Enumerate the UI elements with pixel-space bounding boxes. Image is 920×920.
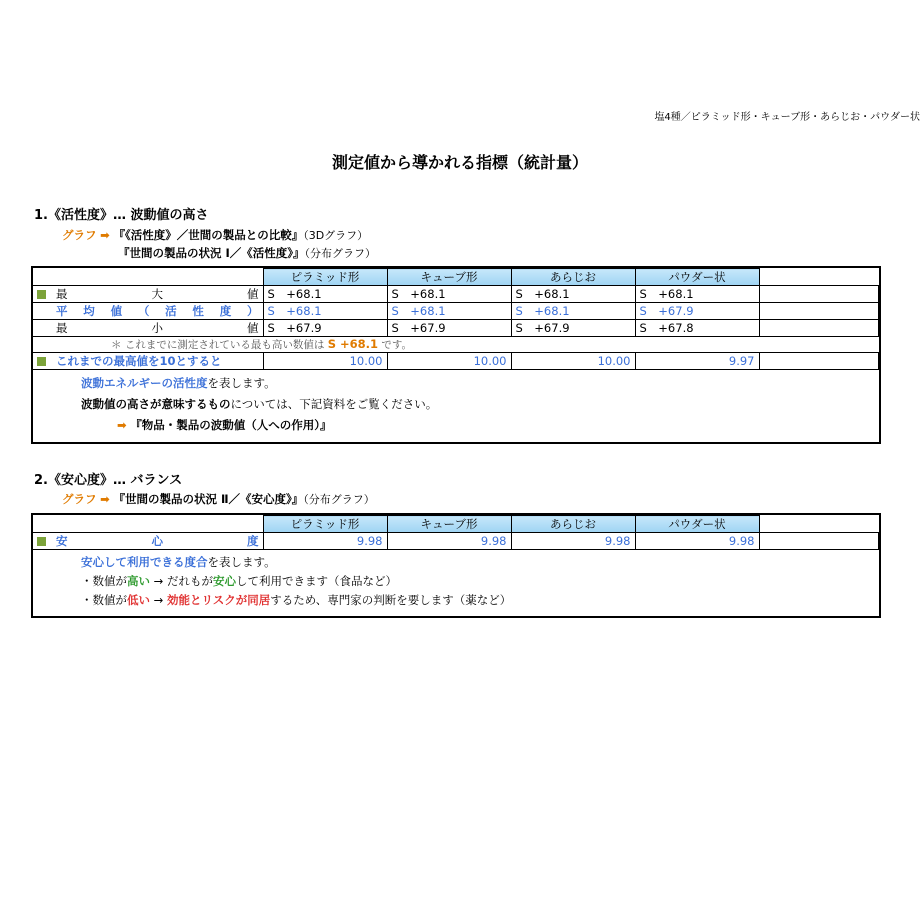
arrow-right-icon: ➡ (117, 418, 127, 432)
note-value: S +68.1 (327, 337, 378, 351)
reference-link[interactable]: 『物品・製品の波動値（人への作用）』 (130, 418, 332, 432)
table-cell: 9.97 (635, 353, 759, 370)
arrow-right-icon: ➡ (100, 228, 110, 242)
graph1-note: （3Dグラフ） (303, 229, 369, 242)
table-cell: S +67.9 (511, 320, 635, 337)
description-line-1: 安心して利用できる度合を表します。 (81, 555, 276, 569)
column-header: キューブ形 (387, 516, 511, 533)
activity-table-box (31, 266, 881, 444)
table-cell: 10.00 (511, 353, 635, 370)
graph1-link[interactable]: 『《活性度》／世間の製品との比較』 (113, 228, 304, 242)
green-square-icon (37, 357, 46, 366)
table-row-scaled (33, 353, 879, 370)
description-row (33, 550, 879, 617)
bullet-low: ・数値が低い → 効能とリスクが同居するため、専門家の判断を要します（薬など） (81, 593, 512, 607)
table-cell: S +67.9 (635, 303, 759, 320)
graph-label: グラフ (62, 492, 97, 506)
table-cell: S +68.1 (635, 286, 759, 303)
graph-label: グラフ (62, 228, 97, 242)
description-line-3 (81, 415, 879, 436)
row-label-safety: 安 心 度 (56, 534, 259, 548)
arrow-right-icon: ➡ (100, 492, 110, 506)
section1-graph-line-2 (118, 245, 376, 261)
column-header: パウダー状 (635, 516, 759, 533)
table-cell: S +68.1 (263, 303, 387, 320)
activity-table (33, 268, 879, 442)
column-header: あらじお (511, 516, 635, 533)
row-label-min: 最 小 値 (56, 321, 259, 335)
description-line-1: 波動エネルギーの活性度を表します。 (81, 376, 276, 390)
page-title: 測定値から導かれる指標（統計量） (331, 153, 588, 172)
column-header: キューブ形 (387, 269, 511, 286)
table-cell: S +68.1 (387, 286, 511, 303)
safety-table (33, 515, 879, 616)
header-note: 塩4種／ピラミッド形・キューブ形・あらじお・パウダー状 (654, 112, 920, 123)
table-cell: 9.98 (387, 533, 511, 550)
section2-title: 2.《安心度》… バランス (34, 473, 183, 488)
table-note-row (33, 337, 879, 353)
table-cell: 10.00 (387, 353, 511, 370)
table-cell: 9.98 (263, 533, 387, 550)
row-label-average: 平 均 値 （ 活 性 度 ） (56, 304, 259, 318)
column-header: ピラミッド形 (263, 269, 387, 286)
table-row-average (33, 303, 879, 320)
table-cell: S +67.9 (387, 320, 511, 337)
table-cell: 10.00 (263, 353, 387, 370)
graph3-note: （分布グラフ） (303, 493, 375, 506)
section1-graph-line-1 (62, 227, 368, 243)
graph3-link[interactable]: 『世間の製品の状況 Ⅱ／《安心度》』 (113, 492, 304, 506)
table-header-row (33, 516, 879, 533)
green-square-icon (37, 290, 46, 299)
table-cell: S +67.8 (635, 320, 759, 337)
table-cell: S +67.9 (263, 320, 387, 337)
green-square-icon (37, 537, 46, 546)
section1-title: 1.《活性度》… 波動値の高さ (34, 208, 209, 223)
description-row (33, 370, 879, 443)
description-line-2: 波動値の高さが意味するものについては、下記資料をご覧ください。 (81, 397, 438, 411)
table-cell: S +68.1 (387, 303, 511, 320)
note-suffix: です。 (381, 339, 412, 351)
table-cell: S +68.1 (511, 286, 635, 303)
column-header: ピラミッド形 (263, 516, 387, 533)
row-label-max: 最 大 値 (56, 287, 259, 301)
row-label-scaled: これまでの最高値を10とすると (56, 354, 222, 368)
table-cell: 9.98 (635, 533, 759, 550)
column-header: パウダー状 (635, 269, 759, 286)
table-cell: 9.98 (511, 533, 635, 550)
table-row-max (33, 286, 879, 303)
note-prefix: ＊ これまでに測定されている最も高い数値は (111, 339, 325, 351)
graph2-link[interactable]: 『世間の製品の状況 Ⅰ／《活性度》』 (118, 246, 305, 260)
bullet-high: ・数値が高い → だれもが安心して利用できます（食品など） (81, 574, 397, 588)
graph2-note: （分布グラフ） (304, 247, 377, 260)
table-row-safety (33, 533, 879, 550)
section2-graph-line-1 (62, 491, 375, 507)
table-cell: S +68.1 (511, 303, 635, 320)
safety-table-box (31, 513, 881, 618)
table-row-min (33, 320, 879, 337)
table-header-row (33, 269, 879, 286)
table-cell: S +68.1 (263, 286, 387, 303)
column-header: あらじお (511, 269, 635, 286)
